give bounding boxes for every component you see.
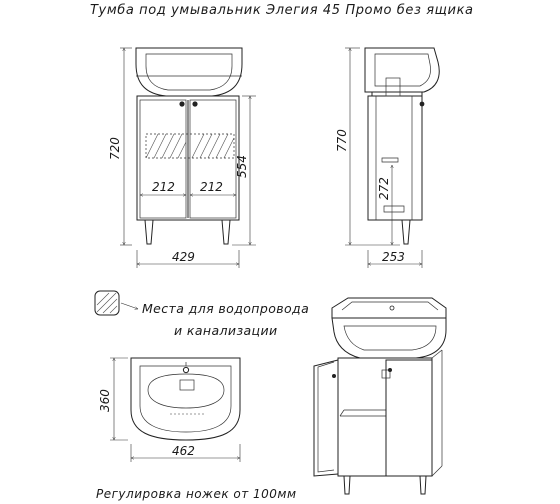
front-height-total: 720 (108, 137, 122, 160)
legend-line-1: Места для водопровода (142, 301, 310, 316)
door-left-width: 212 (152, 180, 175, 194)
top-depth: 360 (98, 389, 112, 412)
legend (95, 291, 309, 338)
front-width-total: 429 (172, 250, 195, 264)
side-view (335, 48, 439, 268)
side-height-total: 770 (335, 129, 349, 152)
side-depth: 253 (382, 250, 405, 264)
top-width: 462 (172, 444, 195, 458)
door-right-width: 212 (200, 180, 223, 194)
legend-line-2: и канализации (174, 323, 278, 338)
drawing-title: Тумба под умывальник Элегия 45 Промо без ящика (90, 3, 474, 18)
front-height-body: 554 (235, 155, 249, 178)
top-view (98, 358, 240, 462)
side-shelf-height: 272 (377, 177, 391, 200)
footer-note: Регулировка ножек от 100мм (96, 487, 297, 501)
perspective-view (314, 298, 446, 494)
front-view (108, 48, 256, 268)
